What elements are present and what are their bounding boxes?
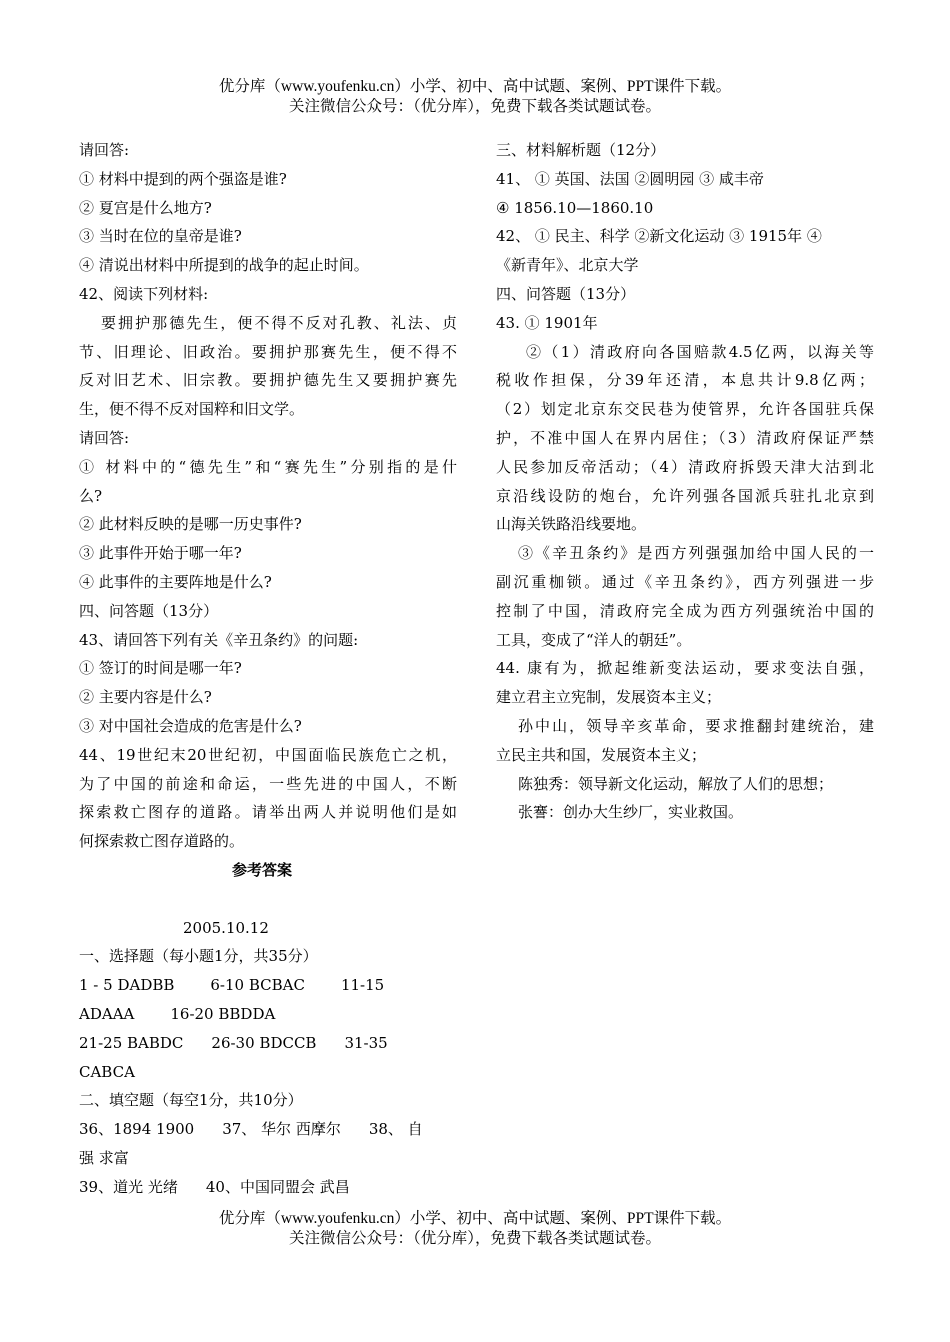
fill-36: 36、1894 1900 <box>79 1120 195 1139</box>
header-line-2: 关注微信公众号：（优分库），免费下载各类试题试卷。 <box>288 98 661 115</box>
q42-prompt: 请回答: <box>79 428 130 447</box>
q44-line-4: 何探索救亡图存道路的。 <box>79 832 245 851</box>
a43-line-1: 43. ① 1901年 <box>496 313 598 332</box>
mc-1-5: 1 - 5 DADBB <box>79 976 175 995</box>
q42-material-line-1: 要拥护那德先生，便不得不反对孔教、礼法、贞 <box>101 313 457 332</box>
q41-item-4: ④ 清说出材料中所提到的战争的起止时间。 <box>79 256 369 275</box>
section-3-heading: 三、材料解析题（12分） <box>496 141 666 159</box>
q42-item-1: ① 材料中的“德先生”和“赛先生”分别指的是什 <box>79 457 457 476</box>
q43-item-2: ② 主要内容是什么? <box>79 688 212 707</box>
q42-title: 42、阅读下列材料: <box>79 284 209 303</box>
a43-part2-line-5: 人民参加反帝活动；（4）清政府拆毁天津大沽到北 <box>496 457 874 476</box>
a44-line-1: 44. 康有为，掀起维新变法运动，要求变法自强， <box>496 659 874 678</box>
right-column <box>496 136 874 827</box>
q42-item-4: ④ 此事件的主要阵地是什么? <box>79 572 272 591</box>
q42-material-line-2: 节、旧理论、旧政治。要拥护那赛先生，便不得不 <box>79 342 457 361</box>
a43-part2-line-6: 京沿线设防的炮台，允许列强各国派兵驻扎北京到 <box>496 486 874 505</box>
q44-line-1: 44、19世纪末20世纪初，中国面临民族危亡之机， <box>79 745 457 764</box>
q43-item-3: ③ 对中国社会造成的危害是什么? <box>79 716 302 735</box>
section-4-heading: 四、问答题（13分） <box>79 601 219 620</box>
a43-part3-line-4: 工具，变成了“洋人的朝廷”。 <box>496 630 692 649</box>
a44-sun-line-1: 孙中山，领导辛亥革命，要求推翻封建统治，建 <box>518 716 874 735</box>
section-4-heading-answer: 四、问答题（13分） <box>496 284 636 303</box>
q42-item-1-cont: 么? <box>79 486 103 505</box>
q42-item-2: ② 此材料反映的是哪一历史事件? <box>79 515 302 534</box>
a43-part3-line-2: 副沉重枷锁。通过《辛丑条约》，西方列强进一步 <box>496 572 874 591</box>
a42-line-1: 42、 ① 民主、科学 ②新文化运动 ③ 1915年 ④ <box>496 227 822 246</box>
q42-material-line-4: 生，便不得不反对国粹和旧文学。 <box>79 400 305 419</box>
left-column <box>79 136 457 1201</box>
mc-11-15-answer: ADAAA <box>79 1004 135 1023</box>
mc-21-25: 21-25 BABDC <box>79 1033 184 1052</box>
page-footer <box>0 1209 950 1249</box>
answer-title: 参考答案 <box>232 860 293 879</box>
q42-item-3: ③ 此事件开始于哪一年? <box>79 544 242 563</box>
mc-6-10: 6-10 BCBAC <box>210 976 305 995</box>
mc-11-15-label: 11-15 <box>340 976 385 995</box>
a43-part3-line-1: ③《辛丑条约》是西方列强强加给中国人民的一 <box>518 544 874 563</box>
q41-item-3: ③ 当时在位的皇帝是谁? <box>79 227 242 246</box>
a43-part3-line-3: 控制了中国，清政府完全成为西方列强统治中国的 <box>496 601 874 620</box>
mc-16-20: 16-20 BBDDA <box>170 1004 276 1023</box>
mc-31-35-label: 31-35 <box>344 1033 388 1052</box>
fill-line-2: 强 求富 <box>79 1148 129 1167</box>
fill-line-3 <box>79 1173 457 1202</box>
q41-prompt: 请回答: <box>79 141 130 159</box>
a42-line-2: 《新青年》、北京大学 <box>496 256 639 275</box>
a43-part2-line-3: （2）划定北京东交民巷为使管界，允许各国驻兵保 <box>496 400 874 419</box>
q43-item-1: ① 签订的时间是哪一年? <box>79 659 242 678</box>
a41-line-1: 41、 ① 英国、法国 ②圆明园 ③ 咸丰帝 <box>496 169 764 188</box>
a43-part2-line-7: 山海关铁路沿线要地。 <box>496 515 647 534</box>
spacer <box>79 885 457 914</box>
q42-material-line-3: 反对旧艺术、旧宗教。要拥护德先生又要拥护赛先 <box>79 371 457 390</box>
section-1-heading: 一、选择题（每小题1分，共35分） <box>79 947 318 966</box>
mc-line-2 <box>79 1000 457 1029</box>
a44-chen: 陈独秀：领导新文化运动，解放了人们的思想； <box>518 774 834 793</box>
q43-title: 43、请回答下列有关《辛丑条约》的问题: <box>79 630 359 649</box>
a44-line-2: 建立君主立宪制，发展资本主义； <box>496 688 722 707</box>
fill-39: 39、道光 光绪 <box>79 1177 178 1196</box>
a43-part2-line-4: 护，不准中国人在界内居住；（3）清政府保证严禁 <box>496 428 874 447</box>
footer-line-1: 优分库（www.youfenku.cn）小学、初中、高中试题、案例、PPT课件下载。 <box>218 1210 732 1227</box>
section-2-heading: 二、填空题（每空1分，共10分） <box>79 1091 303 1110</box>
a41-line-2: ④ 1856.10—1860.10 <box>496 198 654 217</box>
a43-part2-line-1: ②（1）清政府向各国赔款4.5亿两，以海关等 <box>526 342 874 361</box>
fill-37: 37、 华尔 西摩尔 <box>222 1120 341 1139</box>
q41-item-1: ① 材料中提到的两个强盗是谁? <box>79 169 287 188</box>
answer-date: 2005.10.12 <box>183 918 269 937</box>
a44-zhang: 张謇：创办大生纱厂，实业救国。 <box>518 803 744 822</box>
q41-item-2: ② 夏宫是什么地方? <box>79 198 212 217</box>
q44-line-3: 探索救亡图存的道路。请举出两人并说明他们是如 <box>79 803 457 822</box>
footer-line-2: 关注微信公众号：（优分库），免费下载各类试题试卷。 <box>288 1230 661 1247</box>
fill-38: 38、 自 <box>368 1120 423 1139</box>
mc-line-3 <box>79 1029 457 1058</box>
fill-40: 40、中国同盟会 武昌 <box>205 1177 350 1196</box>
mc-26-30: 26-30 BDCCB <box>211 1033 317 1052</box>
page-header <box>0 77 950 117</box>
mc-line-4: CABCA <box>79 1062 135 1081</box>
header-line-1: 优分库（www.youfenku.cn）小学、初中、高中试题、案例、PPT课件下载。 <box>218 78 732 95</box>
a43-part2-line-2: 税收作担保，分39年还清，本息共计9.8亿两； <box>496 371 874 390</box>
a44-sun-line-2: 立民主共和国，发展资本主义； <box>496 745 707 764</box>
mc-line-1 <box>79 971 457 1000</box>
fill-line-1 <box>79 1115 457 1144</box>
q44-line-2: 为了中国的前途和命运，一些先进的中国人，不断 <box>79 774 457 793</box>
